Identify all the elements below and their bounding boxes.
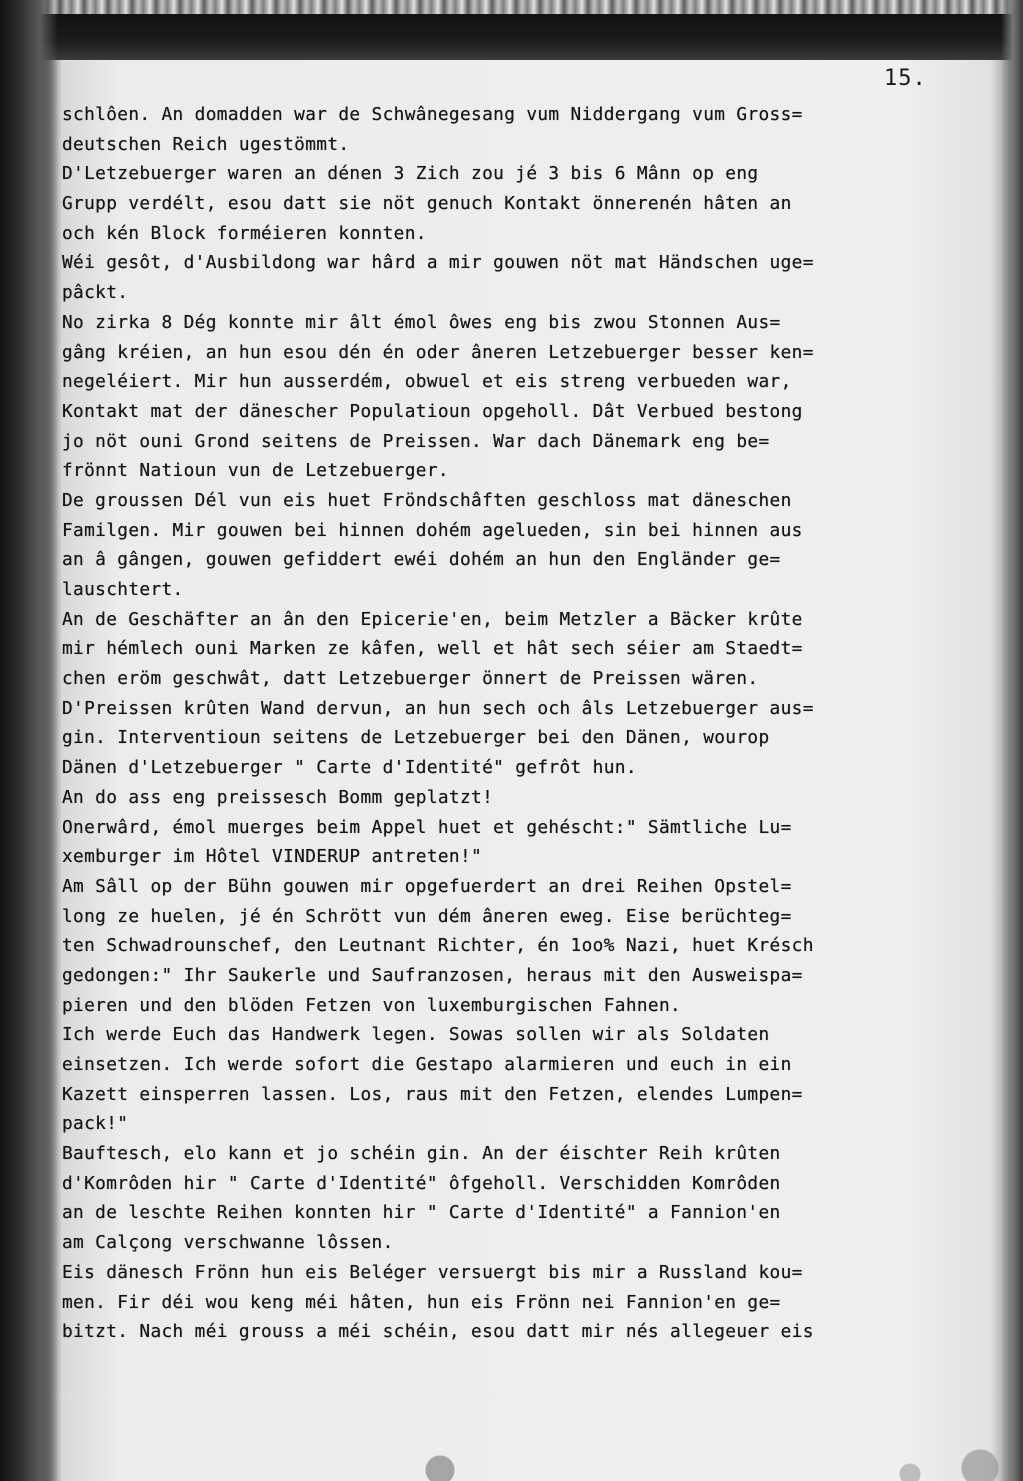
text-line: Kazett einsperren lassen. Los, raus mit den Fetzen, elendes Lumpen=: [62, 1083, 803, 1105]
text-line: chen eröm geschwât, datt Letzebuerger önnert de Preissen wären.: [62, 668, 759, 690]
text-line: No zirka 8 Dég konnte mir âlt émol ôwes eng bis zwou Stonnen Aus=: [62, 311, 781, 333]
text-line: gin. Interventioun seitens de Letzebuerger bei den Dänen, wourop: [62, 727, 770, 749]
text-line: Familgen. Mir gouwen bei hinnen dohém agelueden, sin bei hinnen aus: [62, 519, 803, 541]
page-number: 15.: [884, 66, 927, 91]
text-line: Dänen d'Letzebuerger " Carte d'Identité" gefrôt hun.: [62, 757, 637, 779]
text-line: [62, 1347, 962, 1377]
text-line: Eis dänesch Frönn hun eis Beléger versuergt bis mir a Russland kou=: [62, 1261, 803, 1283]
text-line: An de Geschäfter an ân den Epicerie'en, beim Metzler a Bäcker krûte: [62, 608, 803, 630]
text-line: an â gângen, gouwen gefiddert ewéi dohém an hun den Engländer ge=: [62, 549, 781, 571]
text-line: pack!": [62, 1113, 129, 1135]
text-line: mir hémlech ouni Marken ze kâfen, well et hât sech séier am Staedt=: [62, 638, 803, 660]
text-line: bitzt. Nach méi grouss a méi schéin, esou datt mir nés allegeuer eis: [62, 1321, 814, 1343]
text-line: Kontakt mat der dänescher Populatioun opgeholl. Dât Verbued bestong: [62, 400, 803, 422]
text-line: long ze huelen, jé én Schrött vun dém âneren eweg. Eise berüchteg=: [62, 905, 792, 927]
text-line: D'Letzebuerger waren an dénen 3 Zich zou jé 3 bis 6 Mânn op eng: [62, 163, 759, 185]
text-line: ten Schwadrounschef, den Leutnant Richter, én 1oo% Nazi, huet Krésch: [62, 935, 814, 957]
text-line: Bauftesch, elo kann et jo schéin gin. An der éischter Reih krûten: [62, 1143, 781, 1165]
scan-bottom-artifacts: [420, 1440, 1020, 1481]
text-line: gedongen:" Ihr Saukerle und Saufranzosen, heraus mit den Ausweispa=: [62, 964, 803, 986]
text-line: An do ass eng preissesch Bomm geplatzt!: [62, 786, 494, 808]
text-line: Grupp verdélt, esou datt sie nöt genuch Kontakt önnerenén hâten an: [62, 193, 792, 215]
text-line: am Calçong verschwanne lôssen.: [62, 1232, 394, 1254]
text-line: och kén Block forméieren konnten.: [62, 222, 427, 244]
scan-left-shadow: [0, 0, 58, 1481]
text-line: an de leschte Reihen konnten hir " Carte d'Identité" a Fannion'en: [62, 1202, 781, 1224]
text-line: d'Komrôden hir " Carte d'Identité" ôfgeholl. Verschidden Komrôden: [62, 1172, 781, 1194]
text-line: xemburger im Hôtel VINDERUP antreten!": [62, 846, 483, 868]
binding-tape: [40, 14, 1023, 60]
text-line: men. Fir déi wou keng méi hâten, hun eis Frönn nei Fannion'en ge=: [62, 1291, 781, 1313]
scan-right-shadow: [1001, 0, 1023, 1481]
text-line: pieren und den blöden Fetzen von luxemburgischen Fahnen.: [62, 994, 682, 1016]
typewritten-text: [62, 100, 962, 1377]
text-line: Wéi gesôt, d'Ausbildong war hârd a mir gouwen nöt mat Händschen uge=: [62, 252, 814, 274]
text-line: frönnt Natioun vun de Letzebuerger.: [62, 460, 449, 482]
text-line: Ich werde Euch das Handwerk legen. Sowas sollen wir als Soldaten: [62, 1024, 770, 1046]
text-line: jo nöt ouni Grond seitens de Preissen. War dach Dänemark eng be=: [62, 430, 770, 452]
text-line: Onerwârd, émol muerges beim Appel huet et gehéscht:" Sämtliche Lu=: [62, 816, 792, 838]
text-line: pâckt.: [62, 282, 129, 304]
text-line: deutschen Reich ugestömmt.: [62, 133, 350, 155]
text-line: gâng kréien, an hun esou dén én oder âneren Letzebuerger besser ken=: [62, 341, 814, 363]
text-line: negeléiert. Mir hun ausserdém, obwuel et eis streng verbueden war,: [62, 371, 792, 393]
text-line: D'Preissen krûten Wand dervun, an hun sech och âls Letzebuerger aus=: [62, 697, 814, 719]
text-line: schlôen. An domadden war de Schwânegesang vum Niddergang vum Gross=: [62, 104, 803, 125]
text-line: De groussen Dél vun eis huet Fröndschâften geschloss mat däneschen: [62, 489, 792, 511]
text-line: einsetzen. Ich werde sofort die Gestapo alarmieren und euch in ein: [62, 1054, 792, 1075]
text-line: lauschtert.: [62, 579, 184, 600]
text-line: Am Sâll op der Bühn gouwen mir opgefuerdert an drei Reihen Opstel=: [62, 875, 792, 897]
